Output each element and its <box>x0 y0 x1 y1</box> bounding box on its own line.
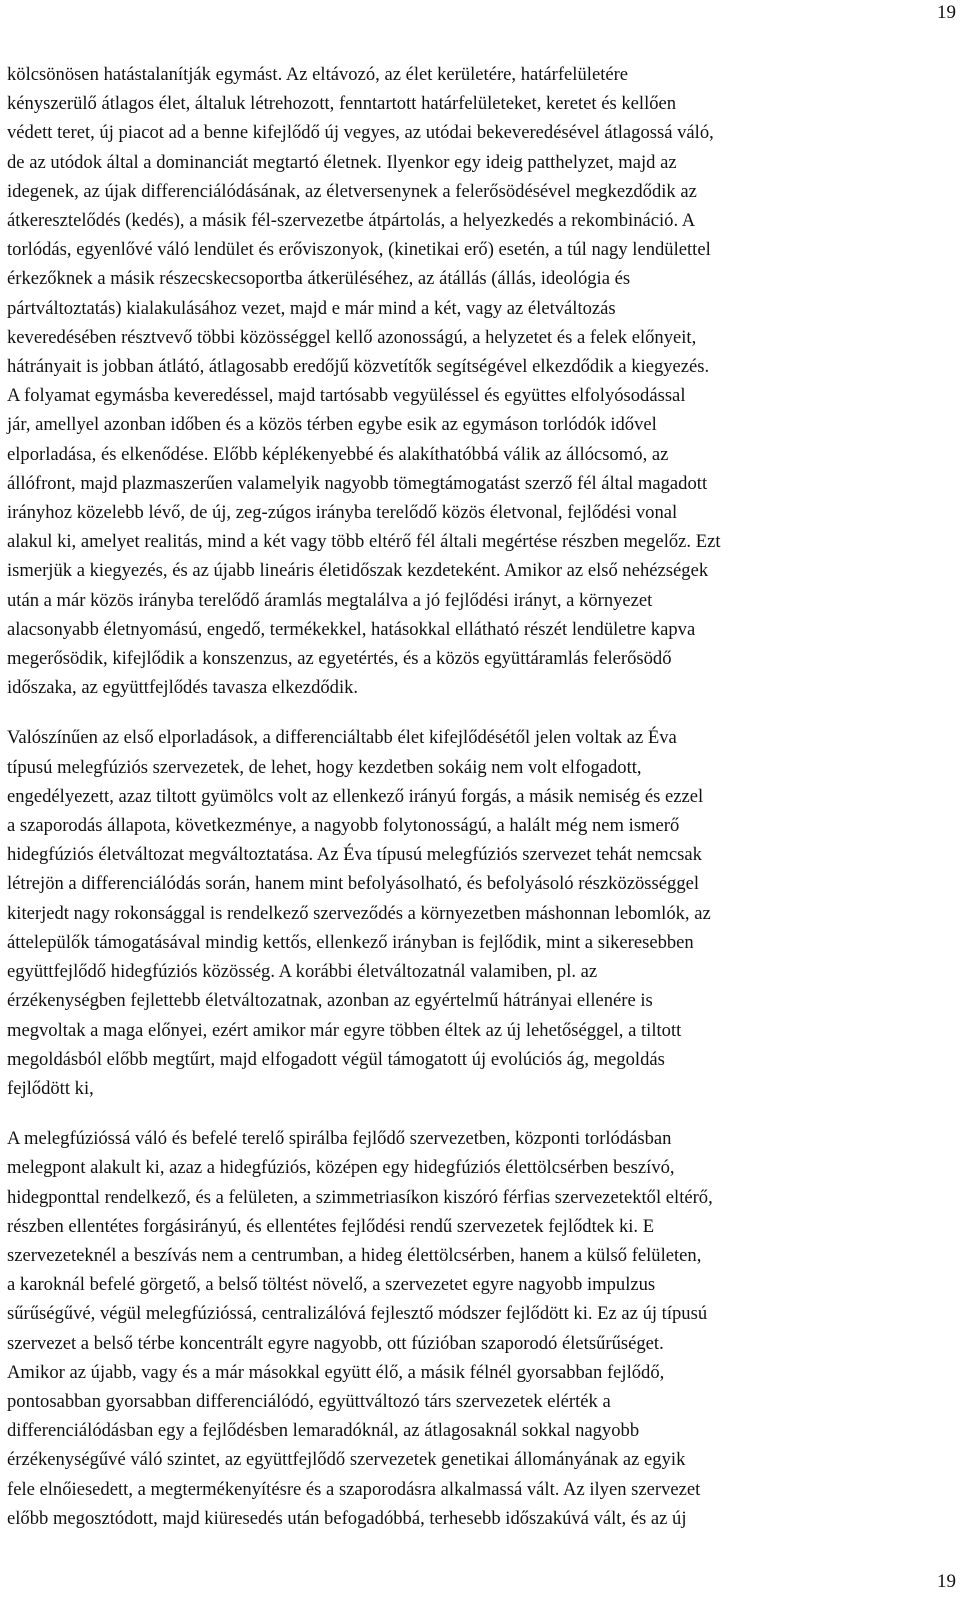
text-line: A melegfúzióssá váló és befelé terelő spirálba fejlődő szervezetben, központi torlódásban <box>7 1128 672 1150</box>
text-line: kiterjedt nagy rokonsággal is rendelkező szerveződés a környezetben máshonnan lebomlók, az <box>7 902 711 924</box>
text-line: melegpont alakult ki, azaz a hidegfúziós, középen egy hidegfúziós élettölcsérben beszívó, <box>7 1157 675 1179</box>
text-line: szervezet a belső térbe koncentrált egyre nagyobb, ott fúzióban szaporodó életsűrűséget. <box>7 1332 664 1354</box>
text-line: sűrűségűvé, végül melegfúzióssá, centralizálóvá fejlesztő módszer fejlődött ki. Ez az új típusú <box>7 1303 708 1325</box>
text-line: de az utódok által a dominanciát megtartó életnek. Ilyenkor egy ideig patthelyzet, majd az <box>7 151 677 173</box>
text-line: hidegponttal rendelkező, és a felületen, a szimmetriasíkon kiszóró férfias szervezetektől eltérő, <box>7 1186 713 1208</box>
text-line: védett teret, új piacot ad a benne kifejlődő új vegyes, az utódai bekeveredésével átlagossá váló, <box>7 122 714 144</box>
text-line: hátrányait is jobban átlátó, átlagosabb eredőjű közvetítők segítségével elkezdődik a kiegyezés. <box>7 356 710 378</box>
text-line: kölcsönösen hatástalanítják egymást. Az eltávozó, az élet kerületére, határfelületére <box>7 64 629 85</box>
page-number-top: 19 <box>937 2 956 23</box>
text-line: hidegfúziós életváltozat megváltoztatása. Az Éva típusú melegfúziós szervezet tehát nemcsak <box>7 844 702 866</box>
text-line: típusú melegfúziós szervezetek, de lehet, hogy kezdetben sokáig nem volt elfogadott, <box>7 756 642 778</box>
text-line: ismerjük a kiegyezés, és az újabb lineáris életidőszak kezdeteként. Amikor az első nehézségek <box>7 560 709 582</box>
text-line: átkeresztelődés (kedés), a másik fél-szervezetbe átpártolás, a helyezkedés a rekombináció. A <box>7 210 696 232</box>
text-line: létrejön a differenciálódás során, hanem mint befolyásolható, és befolyásoló részközösséggel <box>7 873 700 895</box>
text-line: után a már közös irányba terelődő áramlás megtalálva a jó fejlődési irányt, a környezet <box>7 589 653 611</box>
text-line: Valószínűen az első elporladások, a differenciáltabb élet kifejlődésétől jelen voltak az Éva <box>7 727 677 749</box>
text-line: fele elnőiesedett, a megtermékenyítésre és a szaporodásra alkalmassá vált. Az ilyen szervezet <box>7 1478 701 1500</box>
text-line: megerősödik, kifejlődik a konszenzus, az egyetértés, és a közös együttáramlás felerősödő <box>7 648 672 670</box>
text-line: keveredésében résztvevő többi közösséggel kellő azonosságú, a helyzetet és a felek előnyeit, <box>7 326 697 348</box>
text-line: elporladása, és elkenődése. Előbb képlékenyebbé és alakíthatóbbá válik az állócsomó, az <box>7 443 669 465</box>
text-line: a szaporodás állapota, következménye, a nagyobb folytonosságú, a halált még nem ismerő <box>7 815 680 837</box>
text-line: érkezőknek a másik részecskecsoportba átkerüléséhez, az átállás (állás, ideológia és <box>7 268 631 290</box>
text-line: alacsonyabb életnyomású, engedő, termékekkel, hatásokkal ellátható részét lendületre kapva <box>7 618 696 640</box>
text-line: alakul ki, amelyet realitás, mind a két vagy több eltérő fél általi megértése részben megelőz. Ezt <box>7 531 721 553</box>
text-line: idegenek, az újak differenciálódásának, az életversenynek a felerősödésével megkezdődik az <box>7 180 697 202</box>
text-line: megvoltak a maga előnyei, ezért amikor már egyre többen éltek az új lehetőséggel, a tiltott <box>7 1019 682 1041</box>
text-line: irányhoz közelebb lévő, de új, zeg-zúgos irányba terelődő közös életvonal, fejlődési vonal <box>7 502 678 524</box>
text-line: érzékenységűvé váló szintet, az együttfejlődő szervezetek genetikai állományának az egyik <box>7 1449 686 1471</box>
text-line: előbb megosztódott, majd kiüresedés után befogadóbbá, terhesebb időszakúvá vált, és az új <box>7 1507 687 1529</box>
text-line: A folyamat egymásba keveredéssel, majd tartósabb vegyüléssel és együttes elfolyósodással <box>7 385 686 407</box>
page-number-bottom: 19 <box>937 1571 956 1592</box>
text-line: szervezeteknél a beszívás nem a centrumban, a hideg élettölcsérben, hanem a külső felületen, <box>7 1244 702 1266</box>
text-line: engedélyezett, azaz tiltott gyümölcs volt az ellenkező irányú forgás, a másik nemiség és ezzel <box>7 785 704 807</box>
text-line: időszaka, az együttfejlődés tavasza elkezdődik. <box>7 677 359 699</box>
text-line: fejlődött ki, <box>7 1077 94 1099</box>
paragraph-3 <box>7 1124 942 1533</box>
text-line: Amikor az újabb, vagy és a már másokkal együtt élő, a másik félnél gyorsabban fejlődő, <box>7 1361 665 1383</box>
paragraph-2 <box>7 723 942 1103</box>
document-body <box>7 60 942 1533</box>
text-line: állófront, majd plazmaszerűen valamelyik nagyobb tömegtámogatást szerző fél által magadott <box>7 472 708 494</box>
paragraph-1 <box>7 60 942 702</box>
text-line: a karoknál befelé görgető, a belső töltést növelő, a szervezetet egyre nagyobb impulzus <box>7 1274 656 1296</box>
text-line: áttelepülők támogatásával mindig kettős, ellenkező irányban is fejlődik, mint a sikeresebben <box>7 931 694 953</box>
text-line: differenciálódásban egy a fejlődésben lemaradóknál, az átlagosaknál sokkal nagyobb <box>7 1420 640 1442</box>
text-line: kényszerülő átlagos élet, általuk létrehozott, fenntartott határfelületeket, keretet és kellően <box>7 93 677 115</box>
text-line: jár, amellyel azonban időben és a közös térben egybe esik az egymáson torlódók idővel <box>7 414 657 436</box>
text-line: megoldásból előbb megtűrt, majd elfogadott végül támogatott új evolúciós ág, megoldás <box>7 1048 665 1070</box>
text-line: részben ellentétes forgásirányú, és ellentétes fejlődési rendű szervezetek fejlődtek ki. E <box>7 1215 655 1237</box>
text-line: pártváltoztatás) kialakulásához vezet, majd e már mind a két, vagy az életváltozás <box>7 297 616 319</box>
text-line: együttfejlődő hidegfúziós közösség. A korábbi életváltozatnál valamiben, pl. az <box>7 961 598 983</box>
text-line: érzékenységben fejlettebb életváltozatnak, azonban az egyértelmű hátrányai ellenére is <box>7 990 653 1012</box>
text-line: torlódás, egyenlővé váló lendület és erőviszonyok, (kinetikai erő) esetén, a túl nagy lendülettel <box>7 239 711 261</box>
text-line: pontosabban gyorsabban differenciálódó, együttváltozó társ szervezetek elérték a <box>7 1390 611 1412</box>
